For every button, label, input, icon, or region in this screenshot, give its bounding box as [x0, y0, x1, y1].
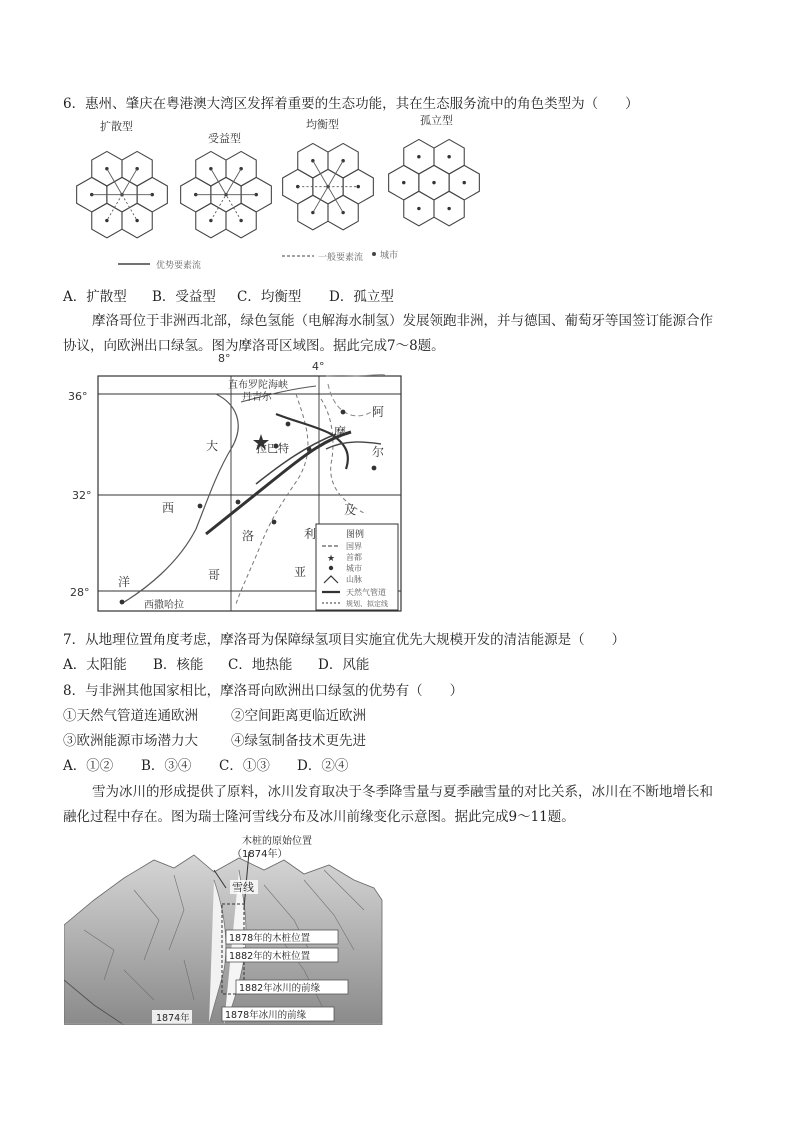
q6-stem: 6．惠州、肇庆在粤港澳大湾区发挥着重要的生态功能，其在生态服务流中的角色类型为（ ） — [63, 96, 639, 112]
q7-option-a[interactable]: A．太阳能 — [63, 657, 127, 673]
glacier-bottom-label: 1874年 — [156, 1013, 190, 1024]
map-legend-item: 首都 — [346, 553, 362, 562]
glacier-label: 1878年的木桩位置 — [229, 933, 311, 944]
q8-items-row1 — [63, 704, 366, 724]
place-label: 摩 — [334, 425, 347, 439]
q7-option-c[interactable]: C．地热能 — [228, 657, 293, 673]
q8-option-c[interactable]: C．①③ — [219, 758, 270, 774]
intro911-line2: 融化过程中存在。图为瑞士隆河雪线分布及冰川前缘变化示意图。据此完成9～11题。 — [63, 809, 575, 825]
map-legend-title: 图例 — [346, 530, 365, 540]
legend-dominant-label: 优势要素流 — [156, 261, 202, 271]
q6-options — [63, 285, 394, 305]
morocco-map — [66, 354, 406, 616]
legend-city-dot — [372, 252, 376, 256]
glacier-label: 1878年冰川的前缘 — [225, 1010, 307, 1021]
place-label: 丹吉尔 — [242, 392, 272, 403]
map-legend-item: 国界 — [346, 542, 362, 551]
place-label: 阿 — [372, 405, 385, 419]
place-label: 哥 — [208, 568, 221, 582]
glacier-top-label: 木桩的原始位置 — [242, 836, 312, 847]
q8-item-3: ③欧洲能源市场潜力大 — [63, 733, 198, 749]
glacier-label: 1882年冰川的前缘 — [239, 983, 321, 994]
q7-options — [63, 653, 369, 673]
q7-option-d[interactable]: D．风能 — [318, 657, 370, 673]
place-label: 尔 — [372, 445, 385, 459]
glacier-figure — [64, 830, 384, 1025]
place-label: 大 — [206, 439, 219, 453]
map-legend-item: 天然气管道 — [346, 588, 386, 597]
q6-hexagon-figure — [60, 110, 480, 280]
lat-label: 36° — [68, 390, 88, 403]
hex-type-label: 扩散型 — [100, 120, 133, 133]
place-label: 直布罗陀海峡 — [228, 380, 288, 391]
q8-item-4: ④绿氢制备技术更先进 — [231, 733, 366, 749]
map-legend-item: 城市 — [346, 564, 362, 573]
q8-item-2: ②空间距离更临近欧洲 — [231, 708, 366, 724]
svg-text:★: ★ — [327, 554, 336, 564]
lat-label: 28° — [70, 586, 90, 599]
q7-stem: 7．从地理位置角度考虑，摩洛哥为保障绿氢项目实施宜优先大规模开发的清洁能源是（ ） — [63, 632, 626, 648]
q8-item-1: ①天然气管道连通欧洲 — [63, 708, 198, 724]
place-label: 拉巴特 — [256, 442, 289, 455]
place-label: 西 — [162, 501, 175, 515]
intro78-line1: 摩洛哥位于非洲西北部，绿色氢能（电解海水制氢）发展领跑非洲，并与德国、葡萄牙等国签订能源合作 — [92, 313, 713, 329]
lon-label: 8° — [218, 354, 231, 365]
intro911-line1: 雪为冰川的形成提供了原料，冰川发育取决于冬季降雪量与夏季融雪量的对比关系，冰川在不断地增长和 — [92, 784, 713, 800]
map-legend-item: 规划、拟定线 — [346, 600, 388, 608]
place-label: 西撒哈拉 — [144, 600, 184, 611]
glacier-snowline-label: 雪线 — [232, 881, 254, 894]
q8-stem: 8．与非洲其他国家相比，摩洛哥向欧洲出口绿氢的优势有（ ） — [63, 683, 464, 699]
q8-option-b[interactable]: B．③④ — [141, 758, 192, 774]
q6-option-a[interactable]: A．扩散型 — [63, 289, 127, 305]
place-label: 洛 — [242, 529, 255, 543]
q6-option-c[interactable]: C．均衡型 — [237, 289, 302, 305]
map-legend-item: 山脉 — [346, 575, 362, 584]
legend-general-label: 一般要素流 — [318, 253, 364, 263]
glacier-label: 1882年的木桩位置 — [229, 951, 311, 962]
q8-items-row2 — [63, 729, 366, 749]
lon-label: 4° — [312, 360, 325, 373]
q8-options — [63, 754, 348, 774]
hex-type-label: 均衡型 — [306, 118, 339, 131]
q6-option-d[interactable]: D．孤立型 — [329, 289, 394, 305]
q6-option-b[interactable]: B．受益型 — [152, 289, 216, 305]
hex-type-label: 孤立型 — [420, 114, 453, 127]
glacier-top-year: （1874年） — [232, 849, 288, 860]
hex-type-label: 受益型 — [208, 132, 241, 145]
place-label: 洋 — [118, 575, 131, 589]
place-label: 及 — [344, 503, 357, 517]
place-label: 利 — [304, 527, 317, 541]
legend-city-label: 城市 — [380, 251, 399, 261]
place-label: 亚 — [294, 565, 307, 579]
lat-label: 32° — [72, 489, 92, 502]
intro78-line2: 协议，向欧洲出口绿氢。图为摩洛哥区域图。据此完成7～8题。 — [63, 338, 445, 354]
q8-option-d[interactable]: D．②④ — [297, 758, 349, 774]
q8-option-a[interactable]: A．①② — [63, 758, 114, 774]
q7-option-b[interactable]: B．核能 — [153, 657, 204, 673]
